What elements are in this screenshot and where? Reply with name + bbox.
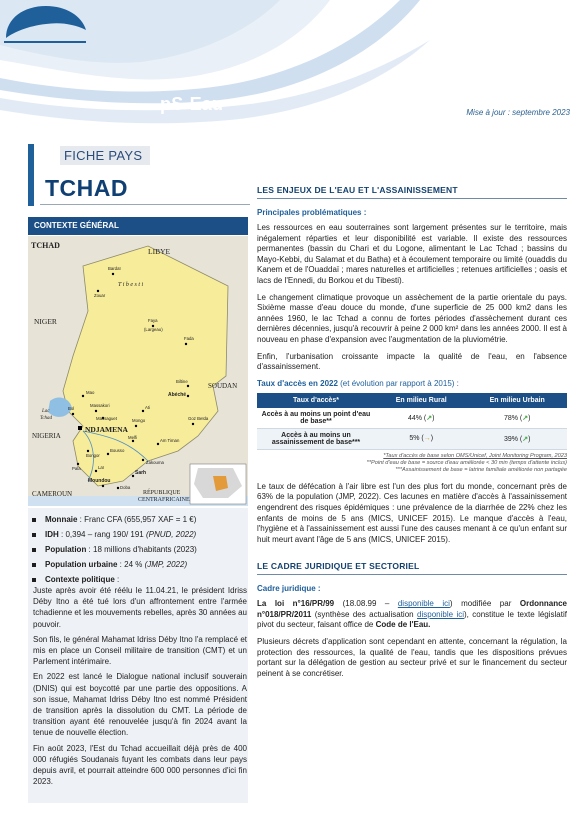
update-date: Mise à jour : septembre 2023 <box>466 108 570 117</box>
politics-paragraph: Son fils, le général Mahamat Idriss Déby Itno l'a remplacé et mis en place un Conseil militaire de transition (CMT) et un Parlement intérimaire. <box>33 634 247 667</box>
table-cell-urban: 78% (↗) <box>467 408 567 429</box>
section-cadre-heading: LE CADRE JURIDIQUE ET SECTORIEL <box>257 561 567 575</box>
footnote: **Point d'eau de base = source d'eau améliorée < 30 min (temps d'attente inclus) <box>366 459 567 466</box>
contexte-header: CONTEXTE GÉNÉRAL <box>28 217 248 235</box>
map-city: Fada <box>184 336 194 341</box>
table-row <box>257 428 567 449</box>
bullet-icon <box>32 533 36 537</box>
chad-map <box>28 236 248 506</box>
map-city: Melfi <box>128 435 138 440</box>
access-title-bold: Taux d'accès en 2022 <box>257 378 338 388</box>
table-row <box>257 408 567 429</box>
map-city: Bongor <box>86 453 100 458</box>
map-city: Laï <box>98 465 104 470</box>
chad-map-graphic <box>28 236 248 506</box>
fiche-pays-label: FICHE PAYS <box>60 146 150 165</box>
map-city: Mongo <box>132 418 146 423</box>
map-label-niger: NIGER <box>34 317 57 326</box>
loi-text: ), constitue le texte législatif pivot du secteur, faisant office de <box>257 609 567 630</box>
table-header-cell: En milieu Urbain <box>467 393 567 408</box>
fact-value: : 24 % <box>117 560 145 569</box>
fact-key: Population <box>45 545 87 554</box>
paragraph-defecation: Le taux de défécation à l'air libre est l'un des plus fort du monde, concernant près de 63% de la population (JMP, 2022). Ces lacunes en matière d'accès à l'assainissement engendrent des risques épidémiques : une prévalence de la diarrhée de 22% chez les enfants de moins de 5 ans (MICS, UNICEF 2015). Le manque d'accès à l'eau, l'hygiène et à l'assainissement est aussi l'une des causes menant à ce qu'un enfant sur huit meurt avant l'âge de 5 ans (MICS, UNICEF 2015). <box>257 481 567 544</box>
map-label-rca-2: CENTRAFRICAINE <box>138 497 190 503</box>
code-eau-label: Code de l'Eau. <box>375 620 431 630</box>
map-city: Abéché <box>168 392 187 398</box>
facts-list <box>30 514 246 589</box>
paragraph-loi <box>257 599 567 631</box>
loi-text: ) modifiée par <box>449 599 520 609</box>
map-city: Am Timan <box>160 438 180 443</box>
value-rural: 44% <box>407 414 422 422</box>
fact-key: IDH <box>45 530 59 539</box>
paragraph-urbanisation: Enfin, l'urbanisation croissante impacte la qualité de l'eau, en l'absence d'assainissement. <box>257 351 567 372</box>
paragraph-ressources: Les ressources en eau souterraines sont largement présentes sur le territoire, mais inégalement réparties et leur disponibilité est variable. Il existe des ressources permanentes (bassin du Chari et du Logone, alimentant le Lac Tchad ; bassins du Mayo-Kebbi, du Salamat et du Batha) et à écoulement temporaire ou limité (ouaddis du Kanem et de l'Ouaddaï ; mares naturelles et artificielles ; retenues artificielles ; oasis et lacs de l'Ennedi, du Borkou et du Tibesti). <box>257 223 567 285</box>
table-header-cell: Taux d'accès* <box>257 393 375 408</box>
paragraph-climat: Le changement climatique provoque un assèchement de la partie orientale du pays. Sixième masse d'eau douce du monde, d'une superficie de 25 000 km2 dans les années 1960, le lac Tchad a connu de fortes périodes d'assèchement durant ces dernières décennies, jusqu'à recouvrir à peine 2 000 km² dans les années 2000. Il est à nouveau en phase d'expansion avec l'augmentation de la pluviométrie. <box>257 292 567 344</box>
bullet-icon <box>32 548 36 552</box>
loi-link[interactable]: disponible ici <box>397 599 450 609</box>
table-row-label: Accès à au moins un point d'eau de base** <box>257 408 375 429</box>
map-city: Moundou <box>88 478 111 484</box>
political-context <box>33 585 247 791</box>
fact-key: Population urbaine <box>45 560 118 569</box>
value-urban: 39% <box>503 435 518 443</box>
politics-paragraph: Juste après avoir été réélu le 11.04.21, le président Idriss Déby Itno a été tué lors d'un affrontement entre l'armée tchadienne et les mouvements rebelles, après 30 années au pouvoir. <box>33 586 247 629</box>
map-city: Faya <box>148 318 158 323</box>
map-label-libye: LIBYE <box>148 247 171 256</box>
paragraph-decrets: Plusieurs décrets d'application sont cependant en attente, concernant la régulation, la protection des ressources, la qualité de l'eau, tandis que les dispositions prévues portant sur la délégation de gestion au secteur privé et sur le financement du secteur peinent à se concrétiser. <box>257 637 567 678</box>
map-city: Mao <box>86 390 95 395</box>
value-urban: 78% <box>503 414 518 422</box>
map-label-nigeria: NIGERIA <box>32 432 61 440</box>
politics-paragraph: Fin août 2023, l'Est du Tchad accueillait déjà près de 400 000 réfugiés Soudanais fuyant les combats dans leur pays depuis avril, et pourrait atteindre 600 000 personnes d'ici fin 2023. <box>33 743 247 787</box>
table-header-cell: En milieu Rural <box>375 393 467 408</box>
access-table <box>257 393 567 450</box>
arrow-flat-icon: → <box>423 435 431 443</box>
fact-note: (PNUD, 2022) <box>145 530 197 539</box>
bullet-icon <box>32 518 36 522</box>
map-city: Sarh <box>135 470 147 476</box>
access-title-sub: (et évolution par rapport à 2015) : <box>337 378 459 388</box>
map-city: Ati <box>145 405 151 410</box>
table-cell-rural: 5% (→) <box>375 428 467 449</box>
fact-value: : <box>114 575 120 584</box>
map-city: Zakouma <box>146 460 164 465</box>
header-banner <box>0 0 588 128</box>
bullet-icon <box>32 563 36 567</box>
map-city: Goz Beïda <box>188 416 209 421</box>
sub-heading-cadre-juridique: Cadre juridique : <box>257 584 321 594</box>
fact-value: : 0,394 – rang 190/ 191 <box>58 530 146 539</box>
politics-paragraph: En 2022 est lancé le Dialogue national inclusif souverain (DNIS) qui est boycotté par une partie des oppositions. A son issue, Mahamat Idriss Déby Itno est nommé Président de transition après la dissolution du CMT. La période de transition ayant été renouvelée jusqu'à fin 2024 avant la tenue de nouvelle élection. <box>33 672 247 738</box>
footnotes <box>257 453 567 474</box>
logo-text: pS-Eau <box>160 94 224 114</box>
ordonnance-title: Ordonnance n°018/PR/2011 <box>257 599 567 619</box>
fact-note: (JMP, 2022) <box>144 560 188 569</box>
ordonnance-link[interactable]: disponible ici <box>417 609 464 619</box>
loi-text: (synthèse des actualisation <box>311 609 418 619</box>
sub-heading-problematiques: Principales problématiques : <box>257 208 367 217</box>
footnote: ***Assainissement de base = latrine familiale améliorée non partagée <box>395 466 567 473</box>
map-city: Bousso <box>110 448 125 453</box>
map-city: Massakori <box>90 403 110 408</box>
bullet-icon <box>32 578 36 582</box>
footnote: *Taux d'accès de base selon OMS/Unicef, Joint Monitoring Program, 2023 <box>383 452 567 459</box>
fact-key: Monnaie <box>45 515 78 524</box>
map-country-label: TCHAD <box>31 241 60 250</box>
arrow-up-icon: ↗ <box>522 435 529 443</box>
value-rural: 5% <box>409 435 420 443</box>
map-city: Pala <box>72 466 81 471</box>
fact-key: Contexte politique <box>45 575 115 584</box>
arrow-up-icon: ↗ <box>522 414 529 422</box>
fact-idh <box>30 529 246 542</box>
map-label-soudan: SOUDAN <box>208 382 238 390</box>
page-title: TCHAD <box>45 175 128 201</box>
fact-population-urbaine <box>30 559 246 572</box>
map-label-lac-1: Lac <box>42 409 50 414</box>
fact-value: : Franc CFA (655,957 XAF = 1 €) <box>77 515 197 524</box>
fact-population <box>30 544 246 557</box>
arrow-up-icon: ↗ <box>426 414 433 422</box>
table-row-label: Accès à au moins un assainissement de base*** <box>257 428 375 449</box>
title-divider <box>40 204 250 205</box>
map-city: Bardaï <box>108 266 121 271</box>
map-city: Massaguet <box>96 416 118 421</box>
title-accent-bar <box>28 144 34 206</box>
map-city: (Largeau) <box>144 327 163 332</box>
map-label-lac-2: Tchad <box>40 416 53 421</box>
main-content <box>257 185 567 685</box>
loi-title: La loi n°16/PR/99 <box>257 599 335 609</box>
map-city: Bol <box>68 406 75 411</box>
fact-monnaie <box>30 514 246 527</box>
map-label-rca-1: RÉPUBLIQUE <box>143 490 181 496</box>
pseau-logo-icon <box>0 0 90 44</box>
map-label-tibesti: T i b e s t i <box>118 282 144 288</box>
section-enjeux-heading: LES ENJEUX DE L'EAU ET L'ASSAINISSEMENT <box>257 185 567 199</box>
table-cell-rural: 44% (↗) <box>375 408 467 429</box>
access-table-title <box>257 379 567 388</box>
table-header-row <box>257 393 567 408</box>
loi-text: (18.08.99 – <box>334 599 398 609</box>
map-label-cameroun: CAMEROUN <box>32 490 73 498</box>
map-city: Doba <box>120 485 131 490</box>
map-city: Zouar <box>94 293 106 298</box>
map-city: Biltine <box>176 379 188 384</box>
table-cell-urban: 39% (↗) <box>467 428 567 449</box>
fact-value: : 18 millions d'habitants (2023) <box>86 545 197 554</box>
map-label-capital: NDJAMENA <box>85 425 128 434</box>
